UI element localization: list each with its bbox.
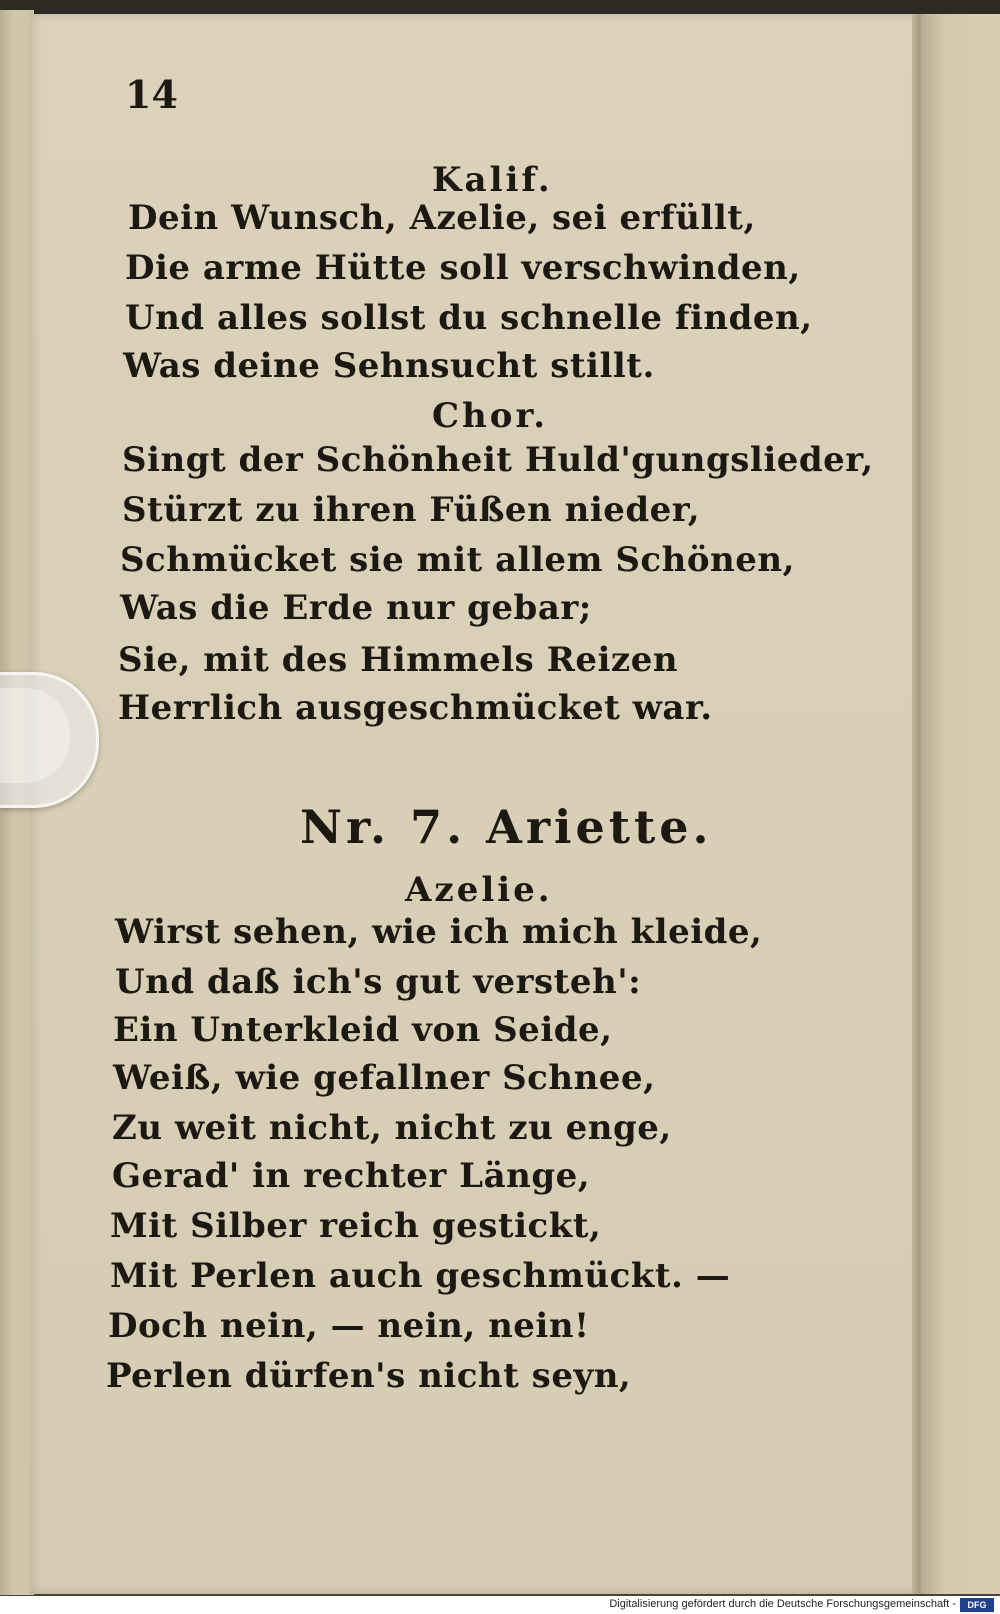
verse-line: Gerad' in rechter Länge, xyxy=(112,1156,591,1196)
verse-line: Perlen dürfen's nicht seyn, xyxy=(106,1356,632,1396)
scan-border xyxy=(0,0,1000,14)
verse-line: Weiß, wie gefallner Schnee, xyxy=(113,1058,656,1098)
verse-line: Stürzt zu ihren Füßen nieder, xyxy=(122,490,701,530)
facing-page-edge xyxy=(922,14,1000,1594)
verse-line: Mit Perlen auch geschmückt. — xyxy=(110,1256,731,1296)
speaker-azelie: Azelie. xyxy=(405,870,553,910)
verse-line: Mit Silber reich gestickt, xyxy=(110,1206,602,1246)
verse-line: Und alles sollst du schnelle finden, xyxy=(125,298,813,338)
speaker-chor: Chor. xyxy=(432,396,549,436)
dfg-logo: DFG xyxy=(960,1598,994,1612)
verse-line: Ein Unterkleid von Seide, xyxy=(113,1010,613,1050)
verse-line: Die arme Hütte soll verschwinden, xyxy=(125,248,801,288)
section-heading: Nr. 7. Ariette. xyxy=(300,800,713,854)
verse-line: Schmücket sie mit allem Schönen, xyxy=(120,540,795,580)
verse-line: Was die Erde nur gebar; xyxy=(120,588,592,628)
verse-line: Und daß ich's gut versteh': xyxy=(115,962,642,1002)
page-number: 14 xyxy=(125,72,178,117)
speaker-kalif: Kalif. xyxy=(432,160,553,200)
digitization-credit: Digitalisierung gefördert durch die Deutsche Forschungsgemeinschaft - xyxy=(609,1598,956,1610)
verse-line: Dein Wunsch, Azelie, sei erfüllt, xyxy=(128,198,756,238)
verse-line: Singt der Schönheit Huld'gungslieder, xyxy=(122,440,874,480)
verse-line: Doch nein, — nein, nein! xyxy=(108,1306,590,1346)
verse-line: Sie, mit des Himmels Reizen xyxy=(118,640,679,680)
verse-line: Wirst sehen, wie ich mich kleide, xyxy=(115,912,763,952)
verse-line: Zu weit nicht, nicht zu enge, xyxy=(112,1108,672,1148)
verse-line: Herrlich ausgeschmücket war. xyxy=(118,688,713,728)
verse-line: Was deine Sehnsucht stillt. xyxy=(123,346,655,386)
